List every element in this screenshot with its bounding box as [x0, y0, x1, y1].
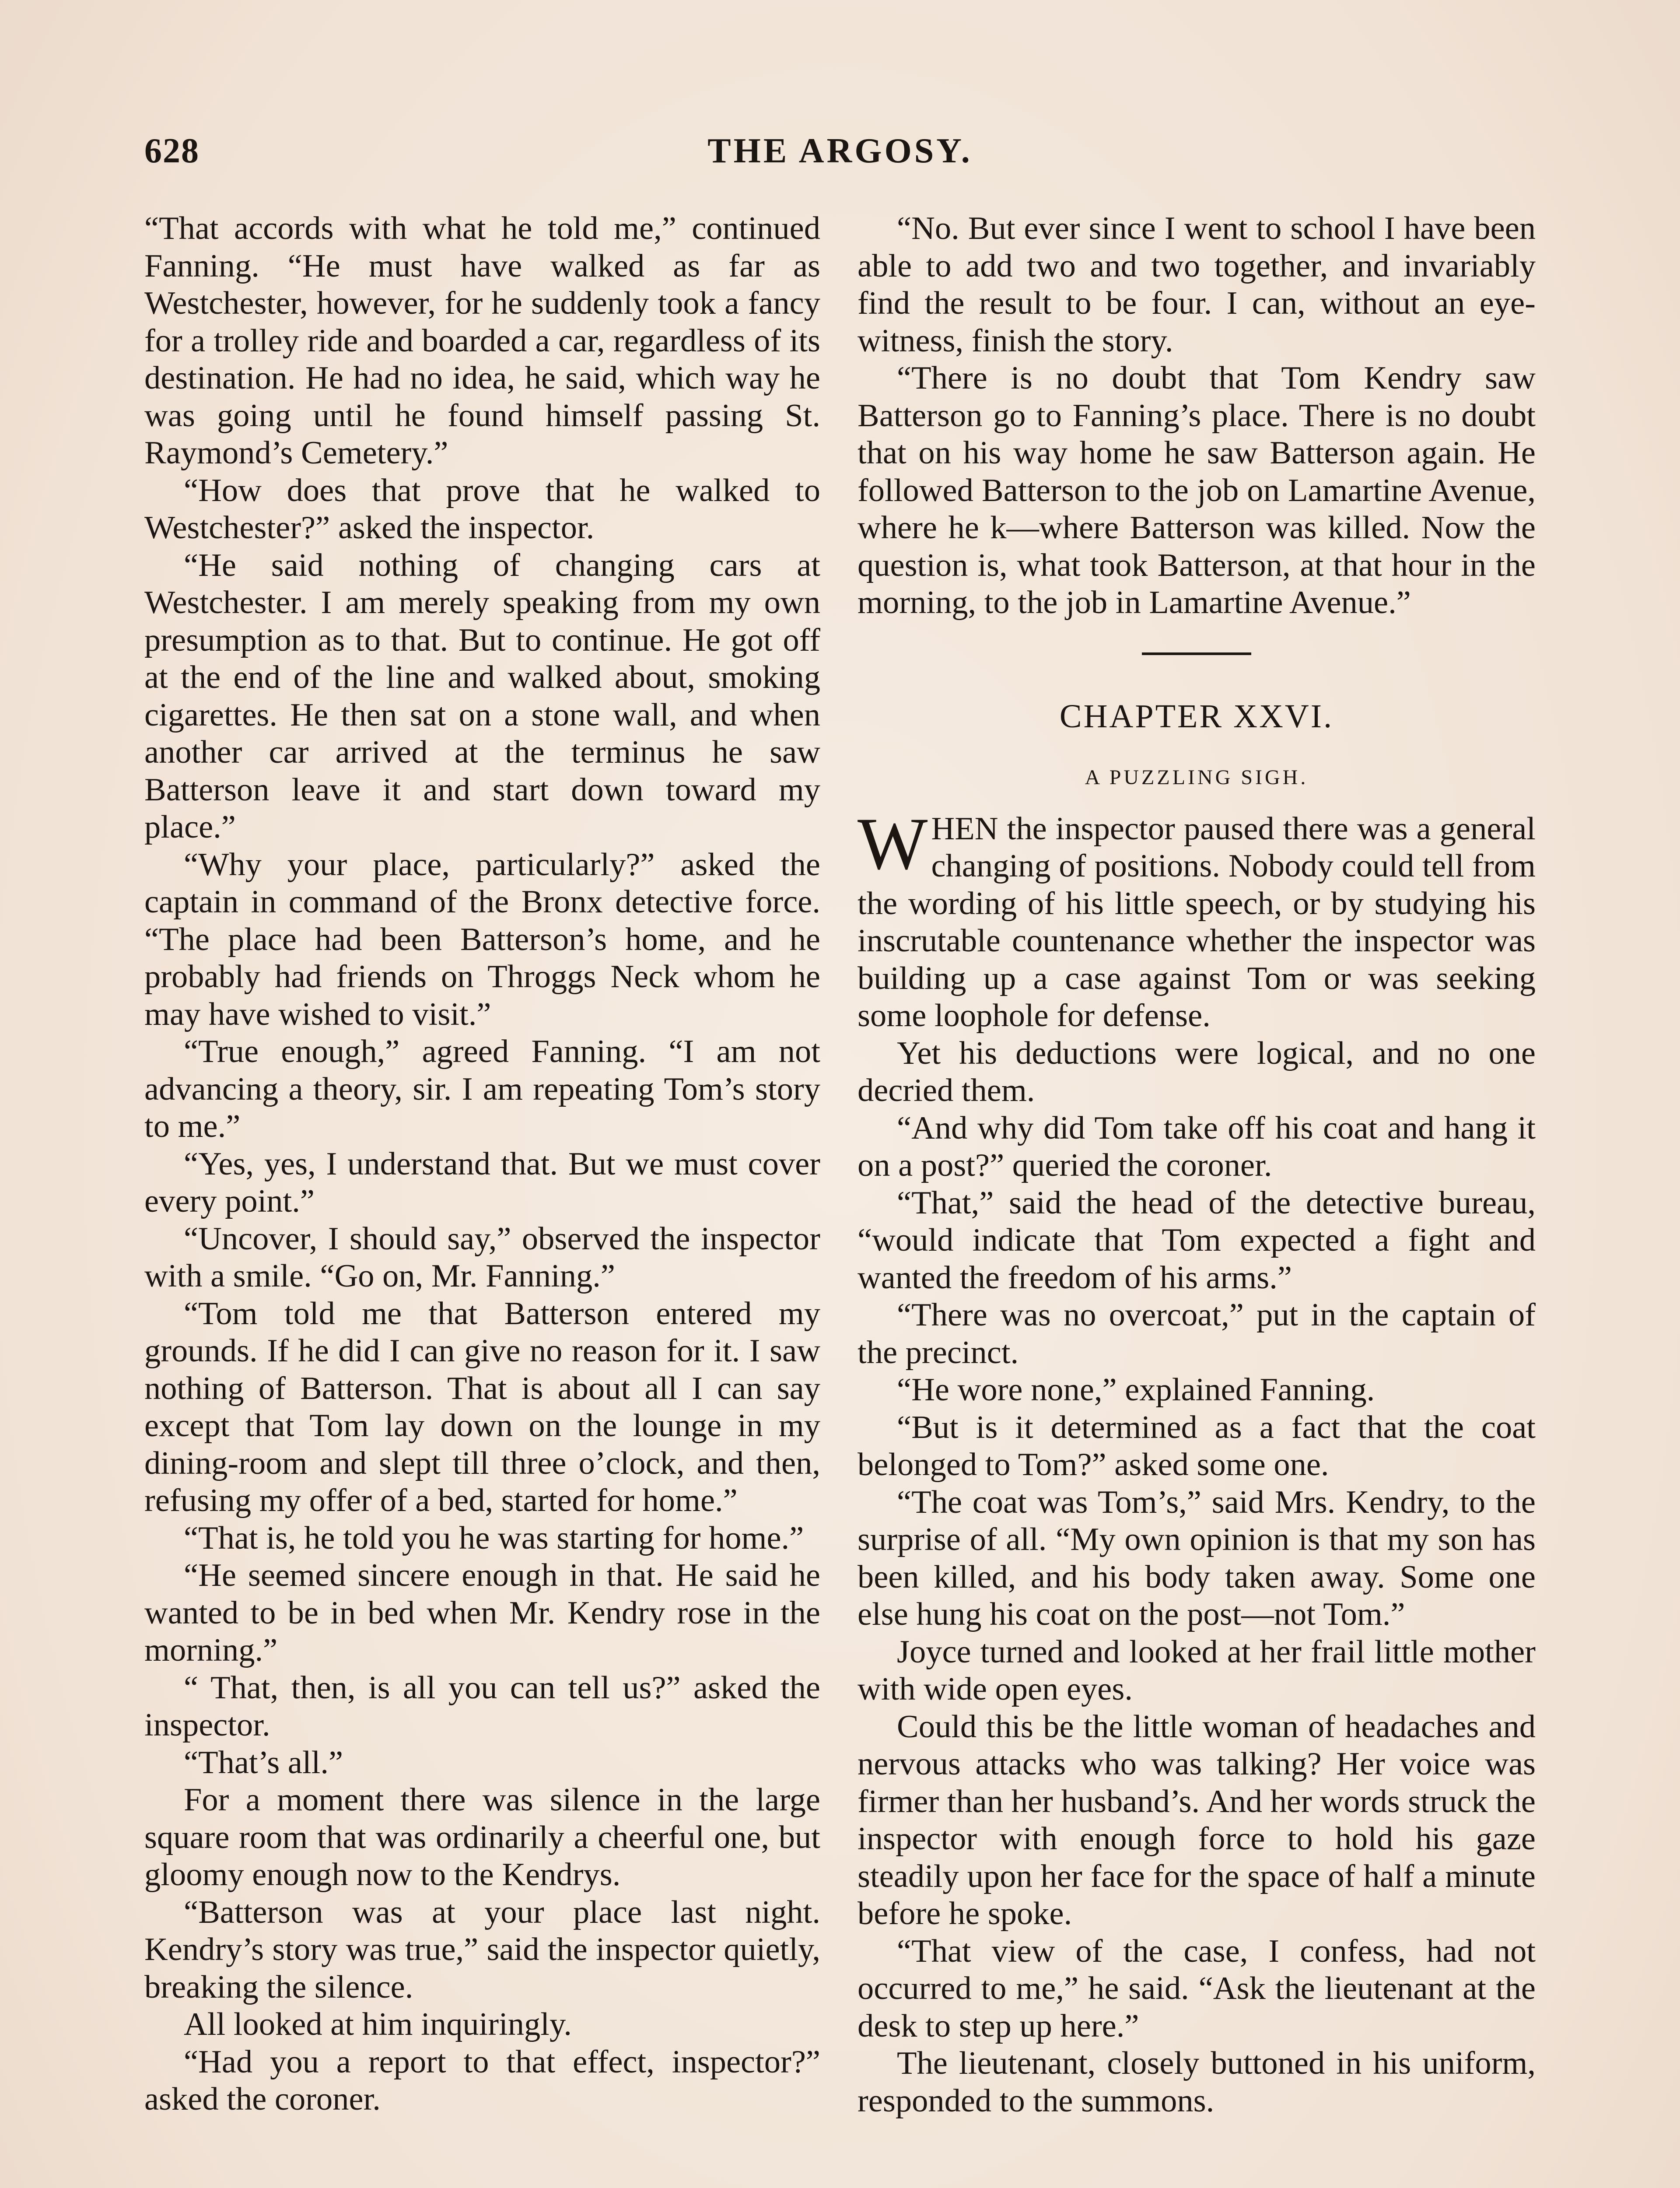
chapter-subtitle: A PUZZLING SIGH. [1085, 765, 1309, 789]
paragraph: “That view of the case, I confess, had not occurred to me,” he said. “Ask the lieutenant at the desk to step up here.” [858, 1933, 1536, 2044]
paragraph: “That’s all.” [184, 1744, 343, 1781]
paragraph: “He seemed sincere enough in that. He said he wanted to be in bed when Mr. Kendry rose in the morning.” [144, 1557, 820, 1668]
paragraph: “There was no overcoat,” put in the captain of the precinct. [858, 1297, 1536, 1371]
paragraph: “True enough,” agreed Fanning. “I am not advancing a theory, sir. I am repeating Tom’s story to me.” [144, 1034, 820, 1144]
paragraph: “He wore none,” explained Fanning. [897, 1372, 1375, 1408]
paragraph: For a moment there was silence in the large square room that was ordinarily a cheerful one, but gloomy enough now to the Kendrys. [144, 1782, 820, 1893]
paragraph: “There is no doubt that Tom Kendry saw Batterson go to Fanning’s place. There is no doubt that on his way home he saw Batterson again. He followed Batterson to the job on Lamartine Avenue, where he k—where Batterson was killed. Now the question is, what took Batterson, at that hour in the morning, to the job in Lamartine Avenue.” [858, 360, 1536, 621]
paragraph: “Had you a report to that effect, inspector?” asked the coroner. [144, 2044, 820, 2117]
paragraph: Could this be the little woman of headaches and nervous attacks who was talking? Her voice was firmer than her husband’s. And her words struck the inspector with enough force to hold his gaze steadily upon her face for the space of half a minute before he spoke. [858, 1708, 1536, 1932]
paragraph: “That accords with what he told me,” continued Fanning. “He must have walked as far as Westchester, however, for he suddenly took a fancy for a trolley ride and boarded a car, regardless of its destination. He had no idea, he said, which way he was going until he found himself passing St. Raymond’s Cemetery.” [144, 210, 820, 471]
paragraph: “The coat was Tom’s,” said Mrs. Kendry, to the surprise of all. “My own opinion is that my son has been killed, and his body taken away. Some one else hung his coat on the post—not Tom.” [858, 1484, 1536, 1632]
paragraph: The lieutenant, closely buttoned in his uniform, responded to the summons. [858, 2045, 1536, 2119]
paragraph: Joyce turned and looked at her frail little mother with wide open eyes. [858, 1634, 1536, 1707]
section-divider [1142, 652, 1251, 655]
right-column [858, 210, 1536, 2120]
paragraph: “That,” said the head of the detective bureau, “would indicate that Tom expected a fight and wanted the freedom of his arms.” [858, 1185, 1536, 1296]
paragraph: “And why did Tom take off his coat and hang it on a post?” queried the coroner. [858, 1110, 1536, 1183]
paragraph: “Tom told me that Batterson entered my grounds. If he did I can give no reason for it. I saw nothing of Batterson. That is about all I can say except that Tom lay down on the lounge in my dining-room and slept till three o’clock, and then, refusing my offer of a bed, started for home.” [144, 1295, 820, 1518]
paragraph: “Yes, yes, I understand that. But we must cover every point.” [144, 1146, 820, 1219]
left-column [144, 210, 820, 2118]
paragraph: “But is it determined as a fact that the coat belonged to Tom?” asked some one. [858, 1409, 1536, 1483]
paragraph: “That is, he told you he was starting for home.” [184, 1520, 804, 1556]
paragraph: All looked at him inquiringly. [184, 2006, 572, 2042]
opening-text: HEN the inspector paused there was a general changing of positions. Nobody could tell from the wording of his little speech, or by studying his inscrutable countenance whether the inspector was building up a case against Tom or was seeking some loophole for defense. [858, 810, 1536, 1034]
drop-cap: W [858, 802, 928, 885]
paragraph: “Why your place, particularly?” asked the captain in command of the Bronx detective force. “The place had been Batterson’s home, and he probably had friends on Throggs Neck whom he may have wished to visit.” [144, 846, 820, 1032]
paragraph: “No. But ever since I went to school I have been able to add two and two together, and invariably find the result to be four. I can, without an eye-witness, finish the story. [858, 210, 1536, 359]
paragraph: “How does that prove that he walked to Westchester?” asked the inspector. [144, 472, 820, 546]
paragraph: “ That, then, is all you can tell us?” asked the inspector. [144, 1669, 820, 1743]
running-title: THE ARGOSY. [707, 132, 973, 170]
paragraph: “He said nothing of changing cars at Westchester. I am merely speaking from my own presumption as to that. But to continue. He got off at the end of the line and walked about, smoking cigarettes. He then sat on a stone wall, and when another car arrived at the terminus he saw Batterson leave it and start down toward my place.” [144, 547, 820, 845]
paragraph: “Batterson was at your place last night. Kendry’s story was true,” said the inspector quietly, breaking the silence. [144, 1894, 820, 2005]
paragraph: “Uncover, I should say,” observed the inspector with a smile. “Go on, Mr. Fanning.” [144, 1220, 820, 1294]
chapter-title: CHAPTER XXVI. [1059, 698, 1334, 735]
page-header [144, 131, 1536, 179]
paragraph: Yet his deductions were logical, and no one decried them. [858, 1035, 1536, 1108]
chapter-opening-paragraph [858, 802, 1536, 1035]
page-number: 628 [144, 132, 200, 170]
